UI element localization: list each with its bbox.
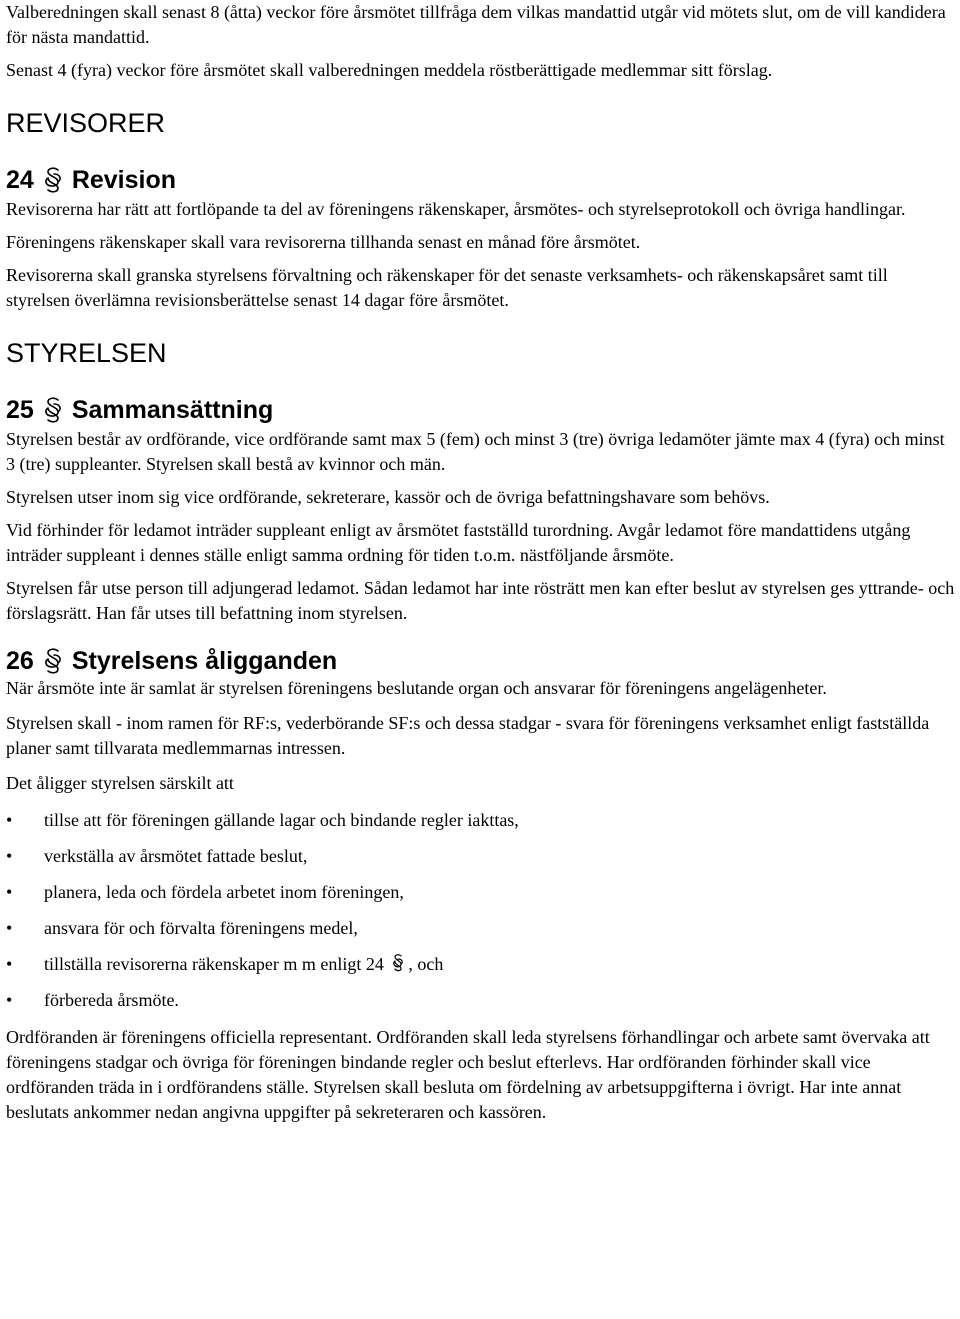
section-25-paragraph-3: Vid förhinder för ledamot inträder suppleant enligt av årsmötet fastställd turordning. Avgår ledamot före mandattidens utgång inträder suppleant i dennes ställe enligt samma ordning för tiden t.o.m. nästföljande årsmöte. (6, 520, 911, 565)
list-item-text: ansvara för och förvalta föreningens medel, (44, 918, 358, 938)
section-26-title: Styrelsens åligganden (71, 647, 338, 675)
section-26-paragraph-1: När årsmöte inte är samlat är styrelsen föreningens beslutande organ och ansvarar för föreningens angelägenheter. (6, 678, 827, 698)
section-26-paragraph-3: Det åligger styrelsen särskilt att (6, 773, 234, 793)
list-item-text: tillställa revisorerna räkenskaper m m enligt 24 (44, 954, 384, 974)
heading-styrelsen: STYRELSEN (6, 338, 167, 368)
section-24-paragraph-2: Föreningens räkenskaper skall vara revisorerna tillhanda senast en månad före årsmötet. (6, 232, 641, 252)
list-item-text: tillse att för föreningen gällande lagar och bindande regler iakttas, (44, 810, 519, 830)
intro-paragraph-1: Valberedningen skall senast 8 (åtta) veckor före årsmötet tillfråga dem vilkas mandattid utgår vid mötets slut, om de vill kandidera för nästa mandattid. (6, 2, 946, 47)
list-item-text: förbereda årsmöte. (44, 990, 179, 1010)
list-item (6, 880, 956, 905)
section-25-heading (6, 395, 956, 425)
section-sign-icon (38, 646, 68, 676)
section-26-number: 26 (6, 647, 34, 675)
bullet: • (6, 846, 13, 866)
list-item (6, 988, 956, 1013)
bullet: • (6, 882, 13, 902)
intro-paragraph-2: Senast 4 (fyra) veckor före årsmötet skall valberedningen meddela röstberättigade medlemmar sitt förslag. (6, 60, 773, 80)
list-item-text: verkställa av årsmötet fattade beslut, (44, 846, 308, 866)
section-25-paragraph-1: Styrelsen består av ordförande, vice ordförande samt max 5 (fem) och minst 3 (tre) övriga ledamöter jämte max 4 (fyra) och minst 3 (tre) suppleanter. Styrelsen skall bestå av kvinnor och män. (6, 429, 945, 474)
list-item (6, 808, 956, 833)
section-sign-icon (389, 953, 407, 973)
section-sign-icon (38, 165, 68, 195)
section-25-number: 25 (6, 396, 34, 424)
bullet: • (6, 810, 13, 830)
section-26-paragraph-2: Styrelsen skall - inom ramen för RF:s, vederbörande SF:s och dessa stadgar - svara för föreningens verksamhet enligt fastställda planer samt tillvarata medlemmarnas intressen. (6, 713, 930, 758)
section-26-paragraph-4: Ordföranden är föreningens officiella representant. Ordföranden skall leda styrelsens förhandlingar och arbete samt övervaka att föreningens stadgar och övriga för föreningen bindande regler och beslut efterlevs. Har ordföranden förhinder skall vice ordföranden träda in i ordförandens ställe. Styrelsen skall besluta om fördelning av arbetsuppgifterna i övrigt. Har inte annat beslutats ankommer nedan angivna uppgifter på sekreteraren och kassören. (6, 1027, 930, 1122)
section-24-paragraph-1: Revisorerna har rätt att fortlöpande ta del av föreningens räkenskaper, årsmötes- och styrelseprotokoll och övriga handlingar. (6, 199, 906, 219)
bullet: • (6, 954, 13, 974)
section-26-heading (6, 646, 956, 676)
section-25-title: Sammansättning (71, 396, 274, 424)
section-24-number: 24 (6, 166, 34, 194)
section-24-heading (6, 165, 956, 195)
list-item (6, 952, 956, 977)
list-item-text: planera, leda och fördela arbetet inom föreningen, (44, 882, 404, 902)
heading-revisorer: REVISORER (6, 108, 166, 138)
duties-list (6, 808, 956, 1013)
bullet: • (6, 918, 13, 938)
section-sign-icon (38, 395, 68, 425)
section-24-paragraph-3: Revisorerna skall granska styrelsens förvaltning och räkenskaper för det senaste verksamhets- och räkenskapsåret samt till styrelsen överlämna revisionsberättelse senast 14 dagar före årsmötet. (6, 265, 888, 310)
list-item-text: , och (408, 954, 444, 974)
section-25-paragraph-4: Styrelsen får utse person till adjungerad ledamot. Sådan ledamot har inte rösträtt men kan efter beslut av styrelsen ges yttrande- och förslagsrätt. Han får utses till befattning inom styrelsen. (6, 578, 955, 623)
list-item (6, 916, 956, 941)
section-25-paragraph-2: Styrelsen utser inom sig vice ordförande, sekreterare, kassör och de övriga befattningshavare som behövs. (6, 487, 770, 507)
bullet: • (6, 990, 13, 1010)
section-24-title: Revision (71, 166, 177, 194)
list-item (6, 844, 956, 869)
